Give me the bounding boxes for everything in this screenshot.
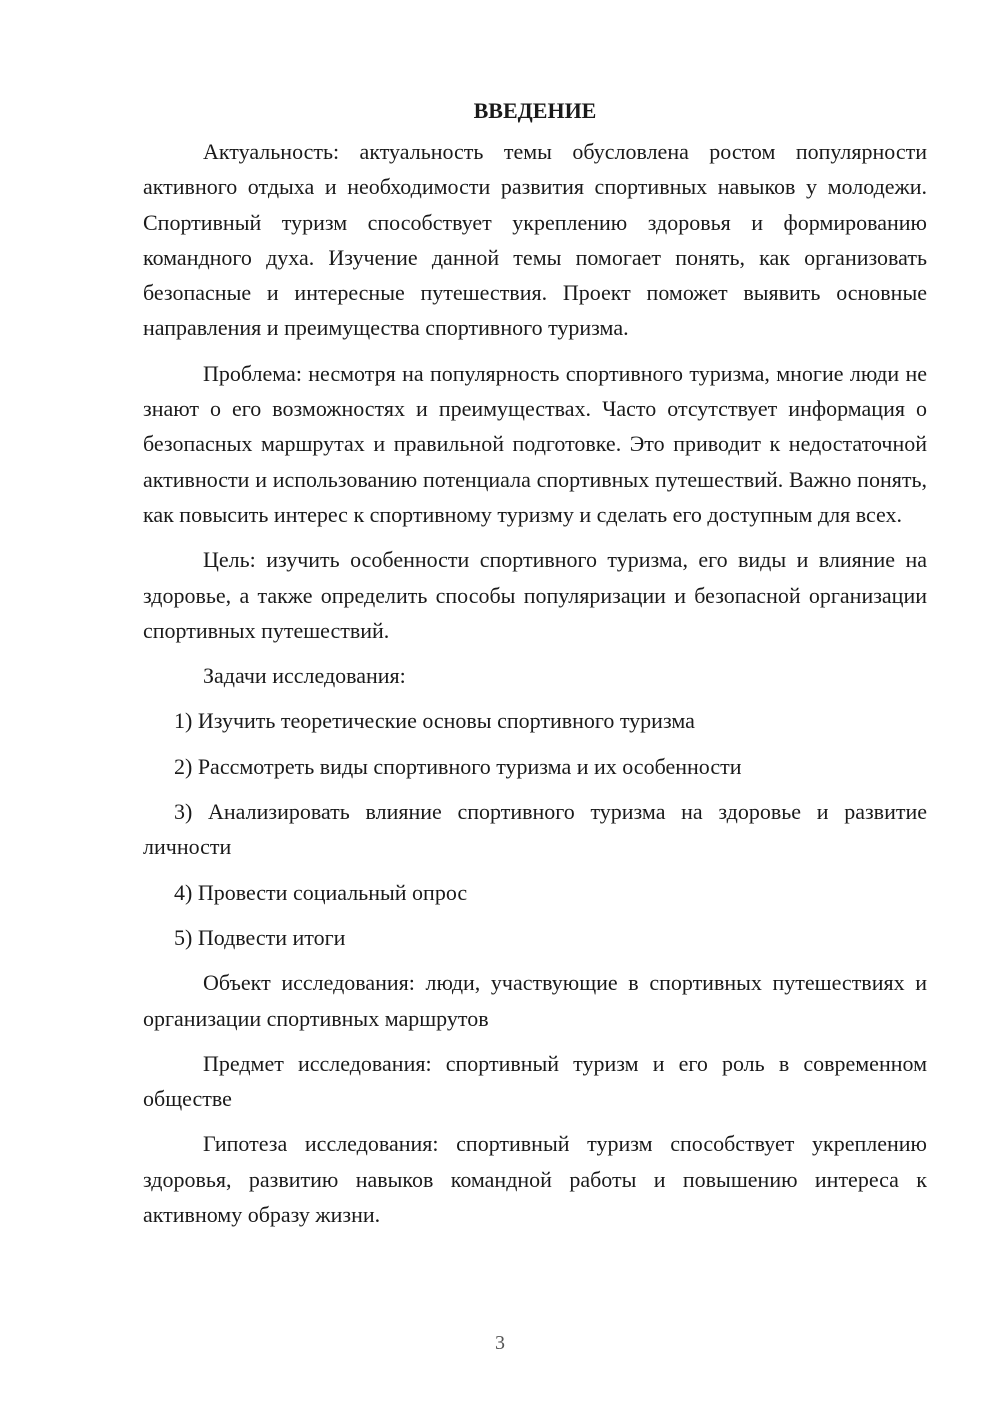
task-item-5: 5) Подвести итоги (174, 924, 346, 950)
hypothesis-paragraph: Гипотеза исследования: спортивный туризм способствует укреплению здоровья, развитию навыков командной работы и повышению интереса к активному образу жизни. (143, 1131, 927, 1228)
tasks-heading: Задачи исследования: (203, 663, 406, 689)
subject-paragraph: Предмет исследования: спортивный туризм и его роль в современном обществе (143, 1050, 927, 1112)
problem-paragraph: Проблема: несмотря на популярность спортивного туризма, многие люди не знают о его возможностях и преимуществах. Часто отсутствует информация о безопасных маршрутах и правильной подготовке. Это приводит к недостаточной активности и использованию потенциала спортивных путешествий. Важно понять, как повысить интерес к спортивному туризму и сделать его доступным для всех. (143, 360, 927, 527)
page-content (143, 93, 927, 1242)
page-number: 3 (495, 1332, 505, 1354)
page-title: ВВЕДЕНИЕ (473, 98, 597, 123)
task-item-1: 1) Изучить теоретические основы спортивного туризма (174, 708, 695, 734)
task-item-2: 2) Рассмотреть виды спортивного туризма и их особенности (174, 753, 742, 779)
relevance-paragraph: Актуальность: актуальность темы обусловлена ростом популярности активного отдыха и необходимости развития спортивных навыков у молодежи. Спортивный туризм способствует укреплению здоровья и формированию командного духа. Изучение данной темы помогает понять, как организовать безопасные и интересные путешествия. Проект поможет выявить основные направления и преимущества спортивного туризма. (143, 139, 927, 341)
task-item-3: 3) Анализировать влияние спортивного туризма на здоровье и развитие личности (143, 799, 927, 860)
task-item-4: 4) Провести социальный опрос (174, 879, 468, 905)
object-paragraph: Объект исследования: люди, участвующие в спортивных путешествиях и организации спортивных маршрутов (143, 970, 927, 1031)
goal-paragraph: Цель: изучить особенности спортивного туризма, его виды и влияние на здоровье, а также определить способы популяризации и безопасной организации спортивных путешествий. (143, 547, 927, 643)
